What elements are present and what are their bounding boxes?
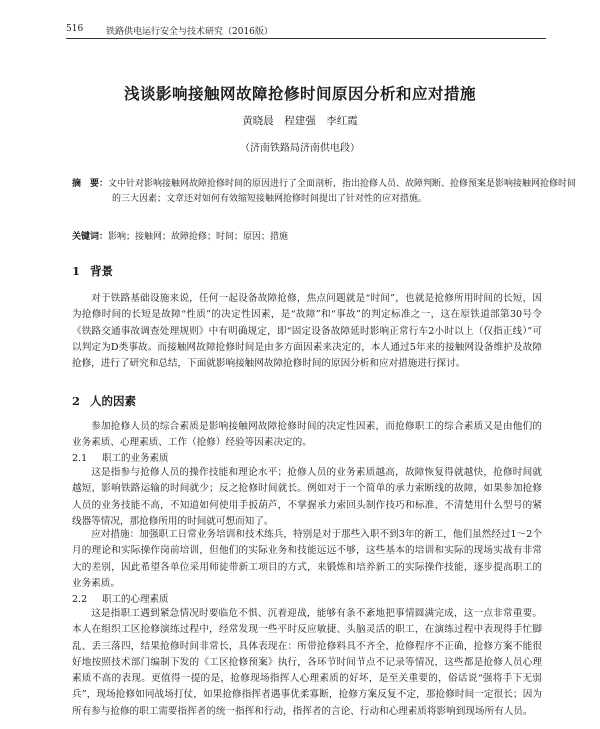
section-number: 1 <box>72 264 81 278</box>
keywords-text: 影响；接触网；故障抢修；时间；原因；措施 <box>108 232 289 242</box>
background-paragraph: 对于铁路基础设施来说，任何一起设备故障抢修，焦点问题就是“时间”，也就是抢修所用时间的长短，因为抢修时间的长短是故障“性质”的决定性因素，是“故障”和“事故”的判定标准之一，这在原铁道部第30号令《铁路交通事故调查处理规则》中有明确规定，即“固定设备故障延时影响正常行车2小时以上（仅指正线）”可以判定为D类事故。而接触网故障抢修时间是由多方面因素来决定的，本人通过5年来的接触网设备维护及故障抢修，进行了研究和总结，下面就影响接触网故障抢修时间的原因分析和应对措施进行探讨。 <box>72 293 542 370</box>
subsection-title: 职工的业务素质 <box>102 453 169 464</box>
subsection-number: 2.2 <box>72 594 88 605</box>
section-heading-background <box>72 263 113 279</box>
psychological-quality-paragraph: 这是指职工遇到紧急情况时要临危不惧、沉着迎战，能够有条不紊地把事情圆满完成，这一点非常重要。本人在组织工区抢修演练过程中，经常发现一些平时反应敏捷、头脑灵活的职工，在演练过程中表现得手忙脚乱、丢三落四，结果抢修时间非常长，具体表现在：所带抢修料具不齐全，抢修程序不正确，抢修方案不能很好地按照技术部门编制下发的《工区抢修预案》执行，各环节时间节点不记录等情况，这些都是抢修人员心理素质不高的表现。更值得一提的是，抢修现场指挥人心理素质的好坏，是至关重要的，俗话说“强将手下无弱兵”，现场抢修如同战场打仗，如果抢修指挥者遇事优柔寡断，抢修方案反复不定，那抢修时间一定很长；因为所有参与抢修的职工需要指挥者的统一指挥和行动，指挥者的言论、行动和心理素质将影响到现场所有人员。 <box>72 608 542 717</box>
keywords <box>72 230 542 245</box>
subsection-heading-professional-quality <box>72 450 169 464</box>
countermeasure-paragraph: 应对措施：加强职工日常业务培训和技术练兵，特别是对于那些入职不到3年的新工，他们虽然经过1～2个月的理论和实际操作岗前培训，但他们的实际业务和技能远远不够，这些基本的培训和实际的现场实战有非常大的差别，因此希望各单位采用师徒带新工项目的方式，来锻炼和培养新工的实际操作技能，逐步提高职工的业务素质。 <box>72 529 542 589</box>
subsection-number: 2.1 <box>72 453 88 464</box>
section-heading-human-factors <box>72 393 136 409</box>
abstract <box>72 177 582 207</box>
subsection-heading-psychological-quality <box>72 591 169 605</box>
section-title: 人的因素 <box>90 394 136 408</box>
running-title: 铁路供电运行安全与技术研究（2016版） <box>106 27 273 37</box>
section-title: 背景 <box>90 264 113 278</box>
keywords-label: 关键词： <box>72 232 109 242</box>
section-number: 2 <box>72 394 81 408</box>
page-number: 516 <box>66 24 84 34</box>
abstract-text: 文中针对影响接触网故障抢修时间的原因进行了全面剖析，指出抢修人员、故障判断、抢修预案是影响接触网抢修时间的三大因素；文章还对如何有效缩短接触网抢修时间提出了针对性的应对措施。 <box>108 179 577 204</box>
professional-quality-paragraph: 这是指参与抢修人员的操作技能和理论水平；抢修人员的业务素质越高，故障恢复得就越快，抢修时间就越短，影响铁路运输的时间就少；反之抢修时间就长。例如对于一个简单的承力索断线的故障，如果参加抢修人员的业务技能不高，不知道如何使用手扳葫芦，不掌握承力索回头制作技巧和标准、不清楚用什么型号的紧线器等情况，那抢修所用的时间就可想而知了。 <box>72 467 542 527</box>
authors: 黄晓晨 程建强 李红霞 <box>242 115 358 127</box>
paper-title: 浅谈影响接触网故障抢修时间原因分析和应对措施 <box>123 84 476 103</box>
abstract-label: 摘 要： <box>72 179 109 189</box>
affiliation: （济南铁路局济南供电段） <box>240 143 360 154</box>
running-header <box>66 24 546 39</box>
subsection-title: 职工的心理素质 <box>102 594 169 605</box>
human-factors-paragraph: 参加抢修人员的综合素质是影响接触网故障抢修时间的决定性因素，而抢修职工的综合素质又是由他们的业务素质、心理素质、工作（抢修）经验等因素决定的。 <box>72 421 542 449</box>
